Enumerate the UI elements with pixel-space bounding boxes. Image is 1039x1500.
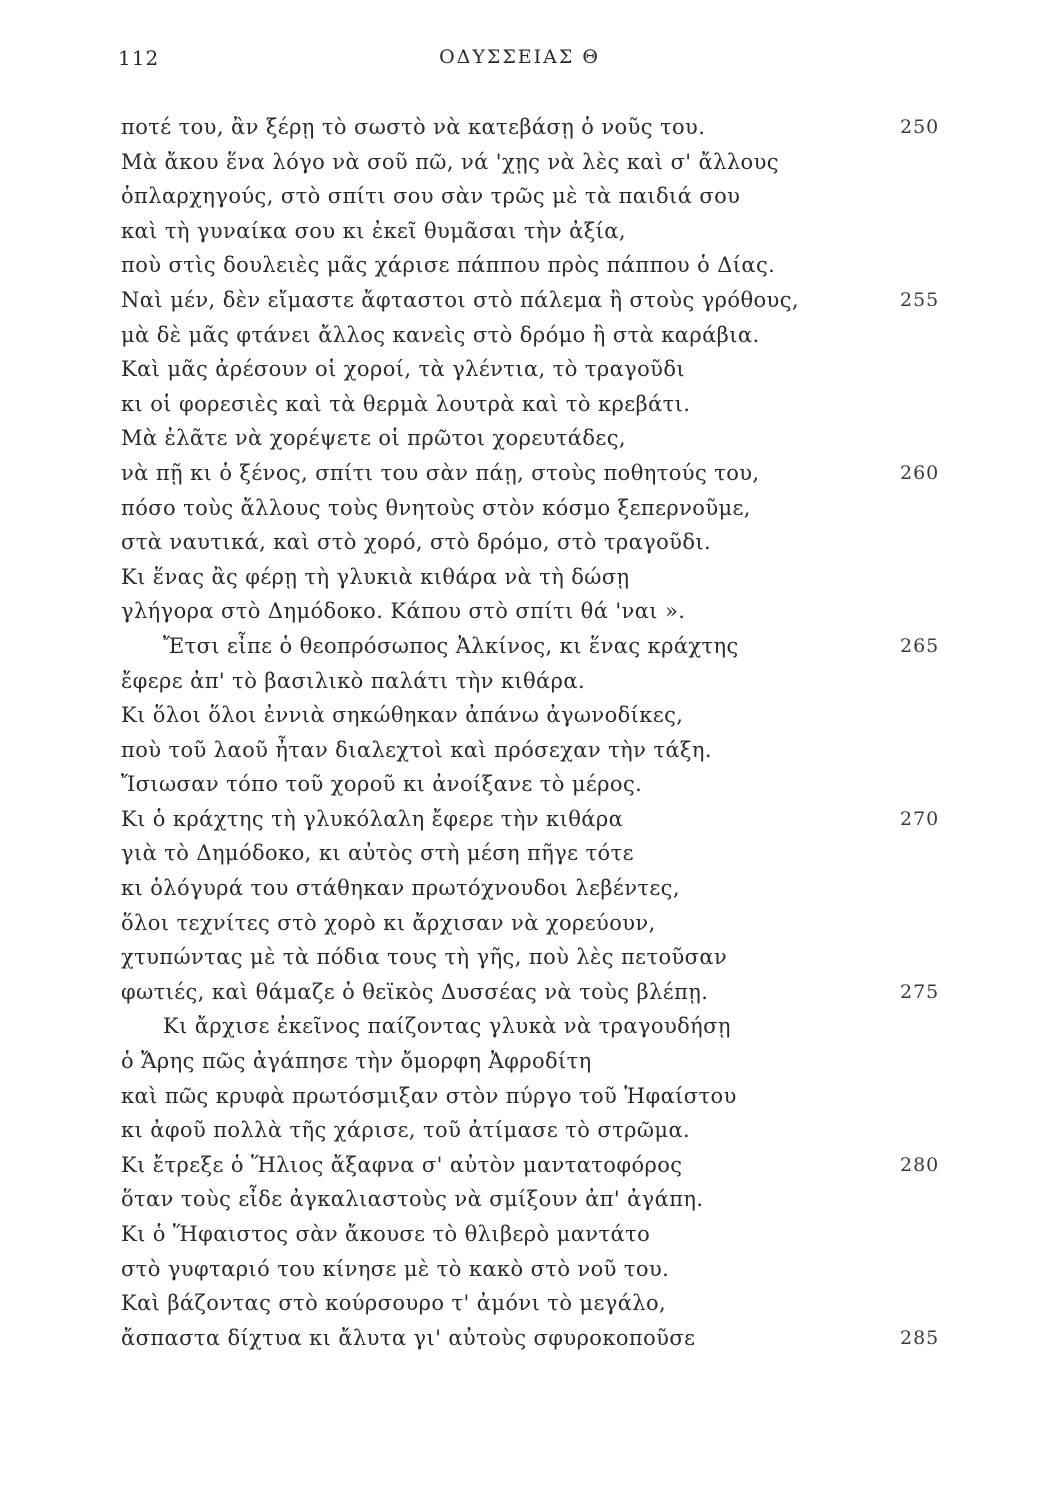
verse-text: στὸ γυφταριό του κίνησε μὲ τὸ κακὸ στὸ νοῦ του. xyxy=(121,1256,670,1281)
running-title: ΟΔΥΣΣΕΙΑΣ Θ xyxy=(439,46,600,68)
verse-number: 275 xyxy=(900,980,940,1003)
verse-line xyxy=(0,769,1039,804)
verse-text: Κι ὅλοι ὅλοι ἐννιὰ σηκώθηκαν ἀπάνω ἀγωνοδίκες, xyxy=(121,703,684,728)
verse-line xyxy=(0,1115,1039,1150)
verse-number: 250 xyxy=(900,116,940,138)
verse-line xyxy=(0,942,1039,977)
verse-line xyxy=(0,873,1039,908)
verse-block xyxy=(0,112,1039,1357)
verse-line xyxy=(0,458,1039,493)
verse-line xyxy=(0,735,1039,770)
verse-number: 270 xyxy=(900,807,940,830)
verse-line xyxy=(0,1288,1039,1323)
verse-line xyxy=(0,354,1039,389)
verse-text: νὰ πῇ κι ὁ ξένος, σπίτι του σὰν πάῃ, στοὺς ποθητούς του, xyxy=(121,460,760,485)
verse-number: 265 xyxy=(900,634,940,657)
verse-text: ποὺ τοῦ λαοῦ ἦταν διαλεχτοὶ καὶ πρόσεχαν τὴν τάξη. xyxy=(121,737,712,762)
page-number: 112 xyxy=(118,46,160,70)
verse-text: ὁ Ἄρης πῶς ἀγάπησε τὴν ὄμορφη Ἀφροδίτη xyxy=(121,1049,592,1074)
verse-line xyxy=(0,320,1039,355)
verse-line xyxy=(0,838,1039,873)
verse-text: Κι ὁ κράχτης τὴ γλυκόλαλη ἔφερε τὴν κιθάρα xyxy=(121,806,624,831)
verse-number: 255 xyxy=(900,288,940,311)
verse-line xyxy=(0,423,1039,458)
verse-line xyxy=(0,1184,1039,1219)
verse-text: Ἔτσι εἶπε ὁ θεοπρόσωπος Ἀλκίνος, κι ἕνας κράχτης xyxy=(163,633,739,658)
verse-line xyxy=(0,285,1039,320)
verse-line xyxy=(0,908,1039,943)
verse-text: Κι ἄρχισε ἐκεῖνος παίζοντας γλυκὰ νὰ τραγουδήσῃ xyxy=(163,1014,731,1039)
verse-line xyxy=(0,1081,1039,1116)
verse-text: κι ἀφοῦ πολλὰ τῆς χάρισε, τοῦ ἀτίμασε τὸ στρῶμα. xyxy=(121,1118,691,1143)
verse-text: ἔφερε ἀπ' τὸ βασιλικὸ παλάτι τὴν κιθάρα. xyxy=(121,668,586,693)
verse-text: Μὰ ἄκου ἕνα λόγο νὰ σοῦ πῶ, νά 'χῃς νὰ λὲς καὶ σ' ἄλλους xyxy=(121,149,779,174)
verse-line xyxy=(0,804,1039,839)
verse-text: Ἴσιωσαν τόπο τοῦ χοροῦ κι ἀνοίξανε τὸ μέρος. xyxy=(121,772,643,797)
verse-line xyxy=(0,181,1039,216)
verse-line xyxy=(0,1046,1039,1081)
verse-text: κι οἱ φορεσιὲς καὶ τὰ θερμὰ λουτρὰ καὶ τὸ κρεβάτι. xyxy=(121,391,691,416)
verse-text: ὁπλαρχηγούς, στὸ σπίτι σου σὰν τρῶς μὲ τὰ παιδιά σου xyxy=(121,184,741,209)
verse-number: 280 xyxy=(900,1153,940,1176)
verse-text: Ναὶ μέν, δὲν εἴμαστε ἄφταστοι στὸ πάλεμα ἢ στοὺς γρόθους, xyxy=(121,287,799,312)
verse-text: χτυπώντας μὲ τὰ πόδια τους τὴ γῆς, ποὺ λὲς πετοῦσαν xyxy=(121,945,728,970)
verse-text: Μὰ ἐλᾶτε νὰ χορέψετε οἱ πρῶτοι χορευτάδες, xyxy=(121,426,626,451)
verse-text: Κι ἔτρεξε ὁ Ἥλιος ἄξαφνα σ' αὐτὸν μαντατοφόρος xyxy=(121,1152,683,1177)
verse-text: Καὶ μᾶς ἀρέσουν οἱ χοροί, τὰ γλέντια, τὸ τραγοῦδι xyxy=(121,357,686,382)
verse-line xyxy=(0,1254,1039,1289)
verse-line xyxy=(0,493,1039,528)
verse-line xyxy=(0,1150,1039,1185)
verse-line xyxy=(0,1323,1039,1358)
page-header xyxy=(0,46,1039,76)
verse-text: ὅλοι τεχνίτες στὸ χορὸ κι ἄρχισαν νὰ χορεύουν, xyxy=(121,910,656,935)
verse-line xyxy=(0,1011,1039,1046)
verse-text: ποὺ στὶς δουλειὲς μᾶς χάρισε πάππου πρὸς πάππου ὁ Δίας. xyxy=(121,253,776,278)
verse-text: Καὶ βάζοντας στὸ κούρσουρο τ' ἀμόνι τὸ μεγάλο, xyxy=(121,1291,667,1316)
verse-text: φωτιές, καὶ θάμαζε ὁ θεϊκὸς Δυσσέας νὰ τοὺς βλέπῃ. xyxy=(121,979,709,1004)
verse-text: γλήγορα στὸ Δημόδοκο. Κάπου στὸ σπίτι θά 'ναι ». xyxy=(121,599,686,624)
verse-line xyxy=(0,596,1039,631)
verse-line xyxy=(0,977,1039,1012)
verse-text: ὅταν τοὺς εἶδε ἀγκαλιαστοὺς νὰ σμίξουν ἀπ' ἀγάπη. xyxy=(121,1187,704,1212)
verse-text: πόσο τοὺς ἄλλους τοὺς θνητοὺς στὸν κόσμο ξεπερνοῦμε, xyxy=(121,495,751,520)
verse-line xyxy=(0,631,1039,666)
verse-line xyxy=(0,112,1039,147)
verse-text: Κι ὁ Ἥφαιστος σὰν ἄκουσε τὸ θλιβερὸ μαντάτο xyxy=(121,1222,651,1246)
verse-number: 260 xyxy=(900,461,940,484)
verse-text: καὶ πῶς κρυφὰ πρωτόσμιξαν στὸν πύργο τοῦ Ἡφαίστου xyxy=(121,1083,737,1108)
verse-line xyxy=(0,389,1039,424)
verse-line xyxy=(0,250,1039,285)
verse-text: στὰ ναυτικά, καὶ στὸ χορό, στὸ δρόμο, στὸ τραγοῦδι. xyxy=(121,530,712,555)
verse-line xyxy=(0,562,1039,597)
verse-text: ποτέ του, ἂν ξέρῃ τὸ σωστὸ νὰ κατεβάσῃ ὁ νοῦς του. xyxy=(121,115,706,139)
verse-text: μὰ δὲ μᾶς φτάνει ἄλλος κανεὶς στὸ δρόμο ἢ στὰ καράβια. xyxy=(121,322,760,347)
verse-line xyxy=(0,666,1039,701)
verse-line xyxy=(0,700,1039,735)
verse-text: καὶ τὴ γυναίκα σου κι ἐκεῖ θυμᾶσαι τὴν ἀξία, xyxy=(121,218,626,243)
verse-text: ἄσπαστα δίχτυα κι ἄλυτα γι' αὐτοὺς σφυροκοποῦσε xyxy=(121,1325,696,1350)
verse-line xyxy=(0,216,1039,251)
verse-text: κι ὁλόγυρά του στάθηκαν πρωτόχνουδοι λεβέντες, xyxy=(121,876,680,901)
verse-line xyxy=(0,1219,1039,1254)
verse-line xyxy=(0,527,1039,562)
verse-number: 285 xyxy=(900,1326,940,1349)
verse-text: γιὰ τὸ Δημόδοκο, κι αὐτὸς στὴ μέση πῆγε τότε xyxy=(121,841,634,866)
verse-text: Κι ἕνας ἂς φέρῃ τὴ γλυκιὰ κιθάρα νὰ τὴ δώσῃ xyxy=(121,564,630,589)
verse-line xyxy=(0,147,1039,182)
